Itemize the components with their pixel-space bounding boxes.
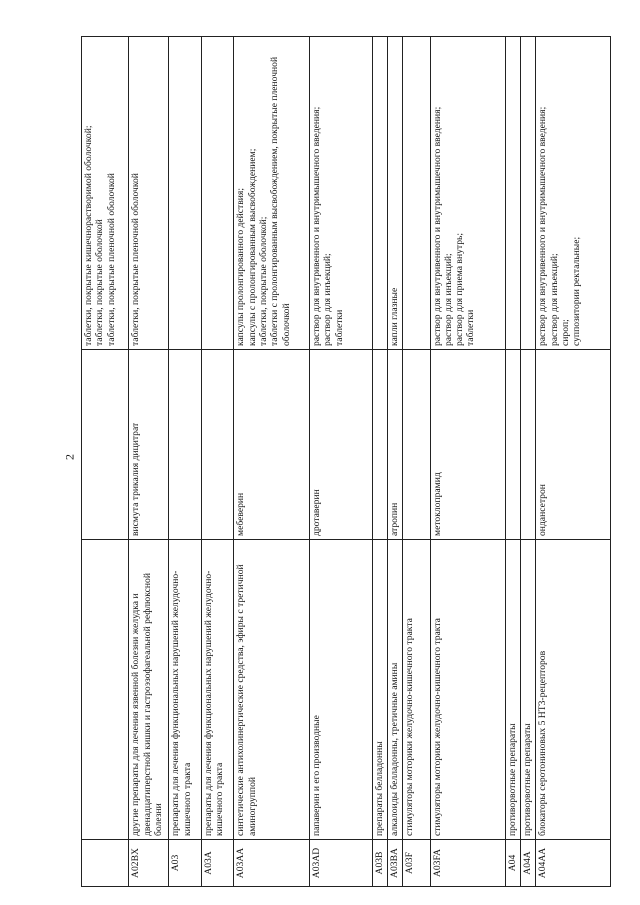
group-name-cell: папаверин и его производные <box>310 540 373 840</box>
table-row <box>521 37 536 887</box>
dosage-forms-text: раствор для внутривенного и внутримышечного введения; раствор для инъекций; сироп; суппозитории ректальные; <box>537 106 583 346</box>
table-row <box>201 37 234 887</box>
atc-code-cell: A03AD <box>310 840 373 887</box>
table-row <box>403 37 430 887</box>
substance-cell <box>403 350 430 540</box>
substance-cell: метоклопрамид <box>430 350 506 540</box>
substance-cell: атропин <box>388 350 403 540</box>
table-row <box>373 37 388 887</box>
substance-cell <box>506 350 521 540</box>
dosage-forms-text: таблетки, покрытые пленочной оболочкой <box>130 173 142 346</box>
group-name-cell: противорвотные препараты <box>521 540 536 840</box>
group-name-cell <box>82 540 129 840</box>
substance-cell: дротаверин <box>310 350 373 540</box>
page-number: 2 <box>62 454 77 460</box>
dosage-forms-cell <box>403 37 430 350</box>
dosage-forms-text: раствор для внутривенного и внутримышечного введения; раствор для инъекций; таблетки <box>311 106 345 346</box>
atc-code-cell: A03 <box>169 840 202 887</box>
dosage-forms-cell <box>82 37 129 350</box>
table-row <box>82 37 129 887</box>
group-name-cell: препараты для лечения функциональных нарушений желудочно-кишечного тракта <box>201 540 234 840</box>
atc-code-cell <box>82 840 129 887</box>
atc-code-cell: A03FA <box>430 840 506 887</box>
group-name-cell: стимуляторы моторики желудочно-кишечного тракта <box>403 540 430 840</box>
dosage-forms-text: таблетки, покрытые кишечнорастворимой оболочкой; таблетки, покрытые оболочкой таблетки, покрытые пленочной оболочкой <box>83 125 117 346</box>
dosage-forms-text: капли глазные <box>389 287 401 346</box>
group-name-cell: препараты для лечения функциональных нарушений желудочно-кишечного тракта <box>169 540 202 840</box>
atc-code-cell: A04A <box>521 840 536 887</box>
table-row <box>388 37 403 887</box>
substance-cell: мебеверин <box>234 350 310 540</box>
substance-cell <box>201 350 234 540</box>
substance-cell: ондансетрон <box>536 350 611 540</box>
atc-code-cell: A03BA <box>388 840 403 887</box>
atc-code-cell: A03F <box>403 840 430 887</box>
table-row <box>536 37 611 887</box>
table-row <box>169 37 202 887</box>
atc-code-cell: A03AA <box>234 840 310 887</box>
substance-cell: висмута трикалия дицитрат <box>129 350 169 540</box>
table-row <box>310 37 373 887</box>
dosage-forms-cell <box>373 37 388 350</box>
group-name-cell: противорвотные препараты <box>506 540 521 840</box>
dosage-forms-cell <box>521 37 536 350</box>
dosage-forms-cell <box>169 37 202 350</box>
dosage-forms-cell <box>506 37 521 350</box>
rotated-page-content <box>81 37 611 887</box>
group-name-cell: алкалоиды белладонны, третичные амины <box>388 540 403 840</box>
group-name-cell: синтетические антихолинергические средства, эфиры с третичной аминогруппой <box>234 540 310 840</box>
dosage-forms-cell <box>388 37 403 350</box>
table-row <box>234 37 310 887</box>
table-row <box>129 37 169 887</box>
atc-code-cell: A03A <box>201 840 234 887</box>
table-row <box>506 37 521 887</box>
atc-code-cell: A04 <box>506 840 521 887</box>
group-name-cell: блокаторы серотониновых 5 HT3-рецепторов <box>536 540 611 840</box>
dosage-forms-cell <box>234 37 310 350</box>
table-row <box>430 37 506 887</box>
dosage-forms-text: капсулы пролонгированного действия; капсулы с пролонгированным высвобождением; таблетки, покрытые оболочкой; таблетки с пролонгированным высвобождением, покрытые пленочной оболочкой <box>235 56 292 346</box>
dosage-forms-cell <box>201 37 234 350</box>
drug-classification-table <box>81 36 611 887</box>
atc-code-cell: A03B <box>373 840 388 887</box>
atc-code-cell: A02BX <box>129 840 169 887</box>
dosage-forms-text: раствор для внутривенного и внутримышечного введения; раствор для инъекций; раствор для приема внутрь; таблетки <box>431 106 477 346</box>
substance-cell <box>373 350 388 540</box>
substance-cell <box>521 350 536 540</box>
dosage-forms-cell <box>129 37 169 350</box>
atc-code-cell: A04AA <box>536 840 611 887</box>
group-name-cell: препараты белладонны <box>373 540 388 840</box>
dosage-forms-cell <box>430 37 506 350</box>
dosage-forms-cell <box>536 37 611 350</box>
group-name-cell: другие препараты для лечения язвенной болезни желудка и двенадцатиперстной кишки и гастроэзофагеальной рефлюксной болезни <box>129 540 169 840</box>
substance-cell <box>82 350 129 540</box>
group-name-cell: стимуляторы моторики желудочно-кишечного тракта <box>430 540 506 840</box>
dosage-forms-cell <box>310 37 373 350</box>
substance-cell <box>169 350 202 540</box>
